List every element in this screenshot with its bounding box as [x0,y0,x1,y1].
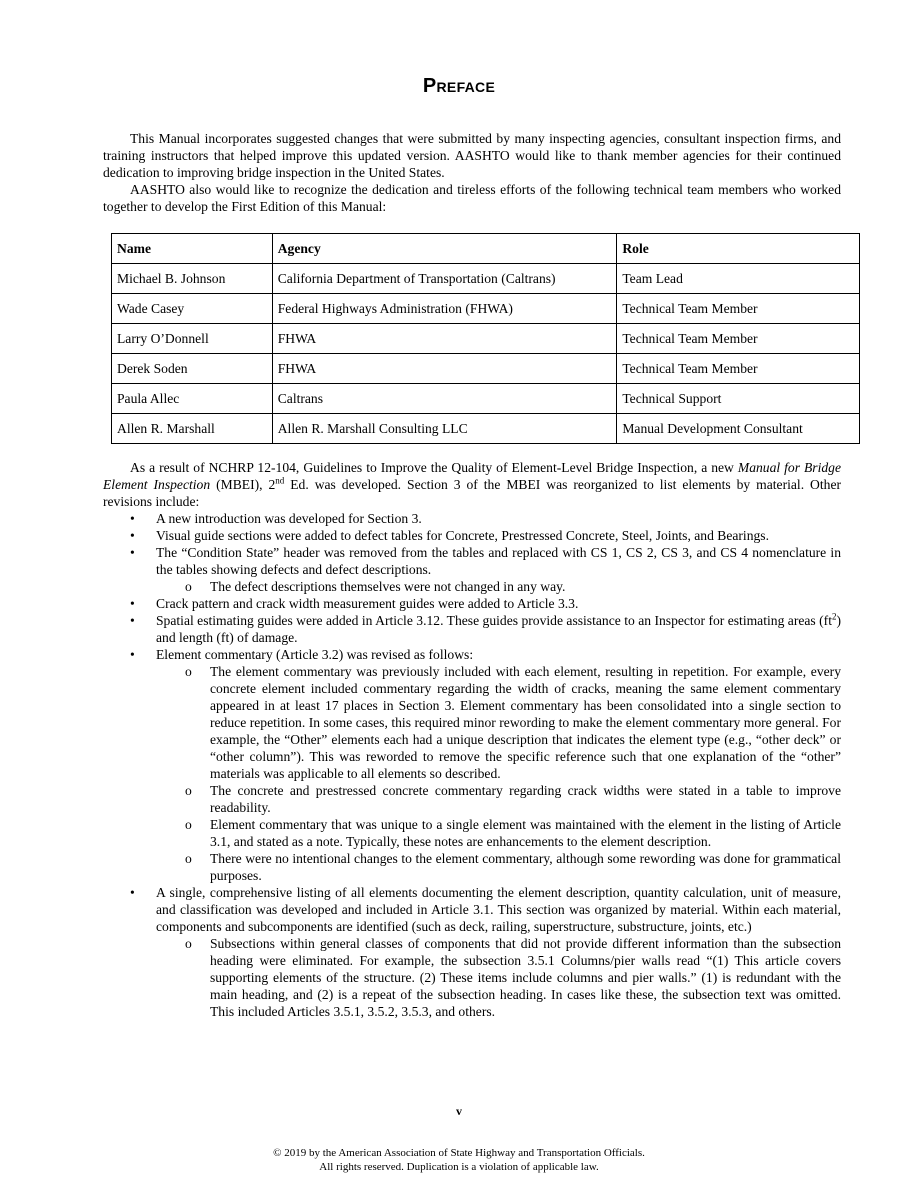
sub-list-item-text: There were no intentional changes to the element commentary, although some rewording was done for grammatical purposes. [210,851,841,883]
list-item-text: A single, comprehensive listing of all elements documenting the element description, quantity calculation, unit of measure, and classification was developed and included in Article 3.1. This section was organized by material. Within each material, components and subcomponents are identified (such as deck, railing, superstructure, substructure, joints, etc.) [156,885,841,934]
table-row [112,324,860,354]
cell-agency: FHWA [272,324,617,354]
cell-role: Technical Team Member [617,294,860,324]
cell-role: Team Lead [617,264,860,294]
revisions-text-start: As a result of NCHRP 12-104, Guidelines to Improve the Quality of Element-Level Bridge Inspection, a new [130,460,738,475]
bullet-icon: • [130,596,135,611]
sub-list-item-text: The defect descriptions themselves were not changed in any way. [210,579,566,594]
revisions-list [103,510,841,1020]
sub-list [156,935,841,1020]
cell-name: Derek Soden [112,354,273,384]
intro-paragraph-2: AASHTO also would like to recognize the dedication and tireless efforts of the following technical team members who worked together to develop the First Edition of this Manual: [103,182,841,214]
list-item [103,646,841,884]
cell-name: Paula Allec [112,384,273,414]
sub-list-item [185,578,841,595]
cell-name: Michael B. Johnson [112,264,273,294]
list-item [103,527,841,544]
bullet-icon: • [130,511,135,526]
cell-agency: FHWA [272,354,617,384]
list-item-text: Spatial estimating guides were added in Article 3.12. These guides provide assistance to an Inspector for estimating areas (ft [156,613,832,628]
list-item-text: A new introduction was developed for Section 3. [156,511,422,526]
document-body [103,130,841,1020]
footer-line-1: © 2019 by the American Association of State Highway and Transportation Officials. [273,1147,645,1159]
sub-list [156,663,841,884]
table-header-row [112,234,860,264]
table-row [112,414,860,444]
cell-name: Larry O’Donnell [112,324,273,354]
column-header-role: Role [617,234,860,264]
sub-list-item-text: Element commentary that was unique to a single element was maintained with the element in the listing of Article 3.1, and stated as a note. Typically, these notes are enhancements to the element description. [210,817,841,849]
bullet-icon: • [130,885,135,900]
sub-list-item-text: The concrete and prestressed concrete commentary regarding crack widths were stated in a table to improve readability. [210,783,841,815]
bullet-icon: • [130,545,135,560]
cell-role: Technical Team Member [617,324,860,354]
bullet-icon: • [130,647,135,662]
cell-name: Wade Casey [112,294,273,324]
circle-bullet-icon: o [185,783,192,798]
cell-agency: Caltrans [272,384,617,414]
circle-bullet-icon: o [185,851,192,866]
page-title: Preface [422,75,496,97]
footer-line-2: All rights reserved. Duplication is a violation of applicable law. [319,1161,599,1173]
circle-bullet-icon: o [185,817,192,832]
list-item-text: Element commentary (Article 3.2) was revised as follows: [156,647,474,662]
column-header-agency: Agency [272,234,617,264]
table-row [112,264,860,294]
list-item-text: Crack pattern and crack width measurement guides were added to Article 3.3. [156,596,579,611]
list-item [103,544,841,595]
cell-role: Technical Team Member [617,354,860,384]
cell-agency: Allen R. Marshall Consulting LLC [272,414,617,444]
list-item-text: The “Condition State” header was removed from the tables and replaced with CS 1, CS 2, CS 3, and CS 4 nomenclature in the tables showing defects and defect descriptions. [156,545,841,577]
copyright-footer [0,1146,918,1174]
circle-bullet-icon: o [185,664,192,679]
list-item [103,884,841,1020]
table-row [112,384,860,414]
sub-list-item [185,816,841,850]
revisions-text-mid: (MBEI), 2 [210,477,276,492]
list-item [103,612,841,646]
column-header-name: Name [112,234,273,264]
cell-agency: Federal Highways Administration (FHWA) [272,294,617,324]
cell-agency: California Department of Transportation (Caltrans) [272,264,617,294]
squared-superscript: 2 [831,611,837,622]
sub-list-item-text: The element commentary was previously included with each element, resulting in repetition. For example, every concrete element included commentary regarding the width of cracks, meaning the same element commentary appeared in at least 17 places in Section 3. Element commentary has been consolidated into a single section to reduce repetition. In some cases, this required minor rewording to make the element commentary more general. For example, the “Other” elements each had a unique description that indicates the element type (e.g., “other deck” or “other column”). This was reworded to remove the specific reference such that one explanation of the “other” materials was applicable to all elements so described. [210,664,841,781]
list-item-text: Visual guide sections were added to defect tables for Concrete, Prestressed Concrete, Steel, Joints, and Bearings. [156,528,769,543]
list-item [103,595,841,612]
sub-list-item-text: Subsections within general classes of components that did not provide different information than the subsection heading were eliminated. For example, the subsection 3.5.1 Columns/pier walls read “(1) This article covers supporting elements of the structure. (2) These items include columns and pier walls.” (1) is redundant with the main heading, and (2) is a repeat of the subsection heading. In cases like these, the subsection text was omitted. This included Articles 3.5.1, 3.5.2, 3.5.3, and others. [210,936,841,1019]
table-row [112,354,860,384]
revisions-paragraph [103,459,841,510]
sub-list-item [185,663,841,782]
edition-superscript: nd [275,475,285,486]
manual-title-italic: Manual for Bridge Element Inspection [103,460,841,492]
cell-role: Technical Support [617,384,860,414]
team-members-table [111,233,860,444]
list-item [103,510,841,527]
circle-bullet-icon: o [185,936,192,951]
table-row [112,294,860,324]
sub-list-item [185,850,841,884]
bullet-icon: • [130,613,135,628]
cell-name: Allen R. Marshall [112,414,273,444]
sub-list-item [185,782,841,816]
page-number: v [456,1104,462,1118]
intro-paragraph-1: This Manual incorporates suggested changes that were submitted by many inspecting agencies, consultant inspection firms, and training instructors that helped improve this updated version. AASHTO would like to thank member agencies for their continued dedication to improving bridge inspection in the United States. [103,131,841,180]
bullet-icon: • [130,528,135,543]
circle-bullet-icon: o [185,579,192,594]
revisions-text-end: Ed. was developed. Section 3 of the MBEI was reorganized to list elements by material. Other revisions include: [103,477,842,509]
cell-role: Manual Development Consultant [617,414,860,444]
sub-list [156,578,841,595]
list-item-text-end: ) and length (ft) of damage. [156,613,841,645]
sub-list-item [185,935,841,1020]
